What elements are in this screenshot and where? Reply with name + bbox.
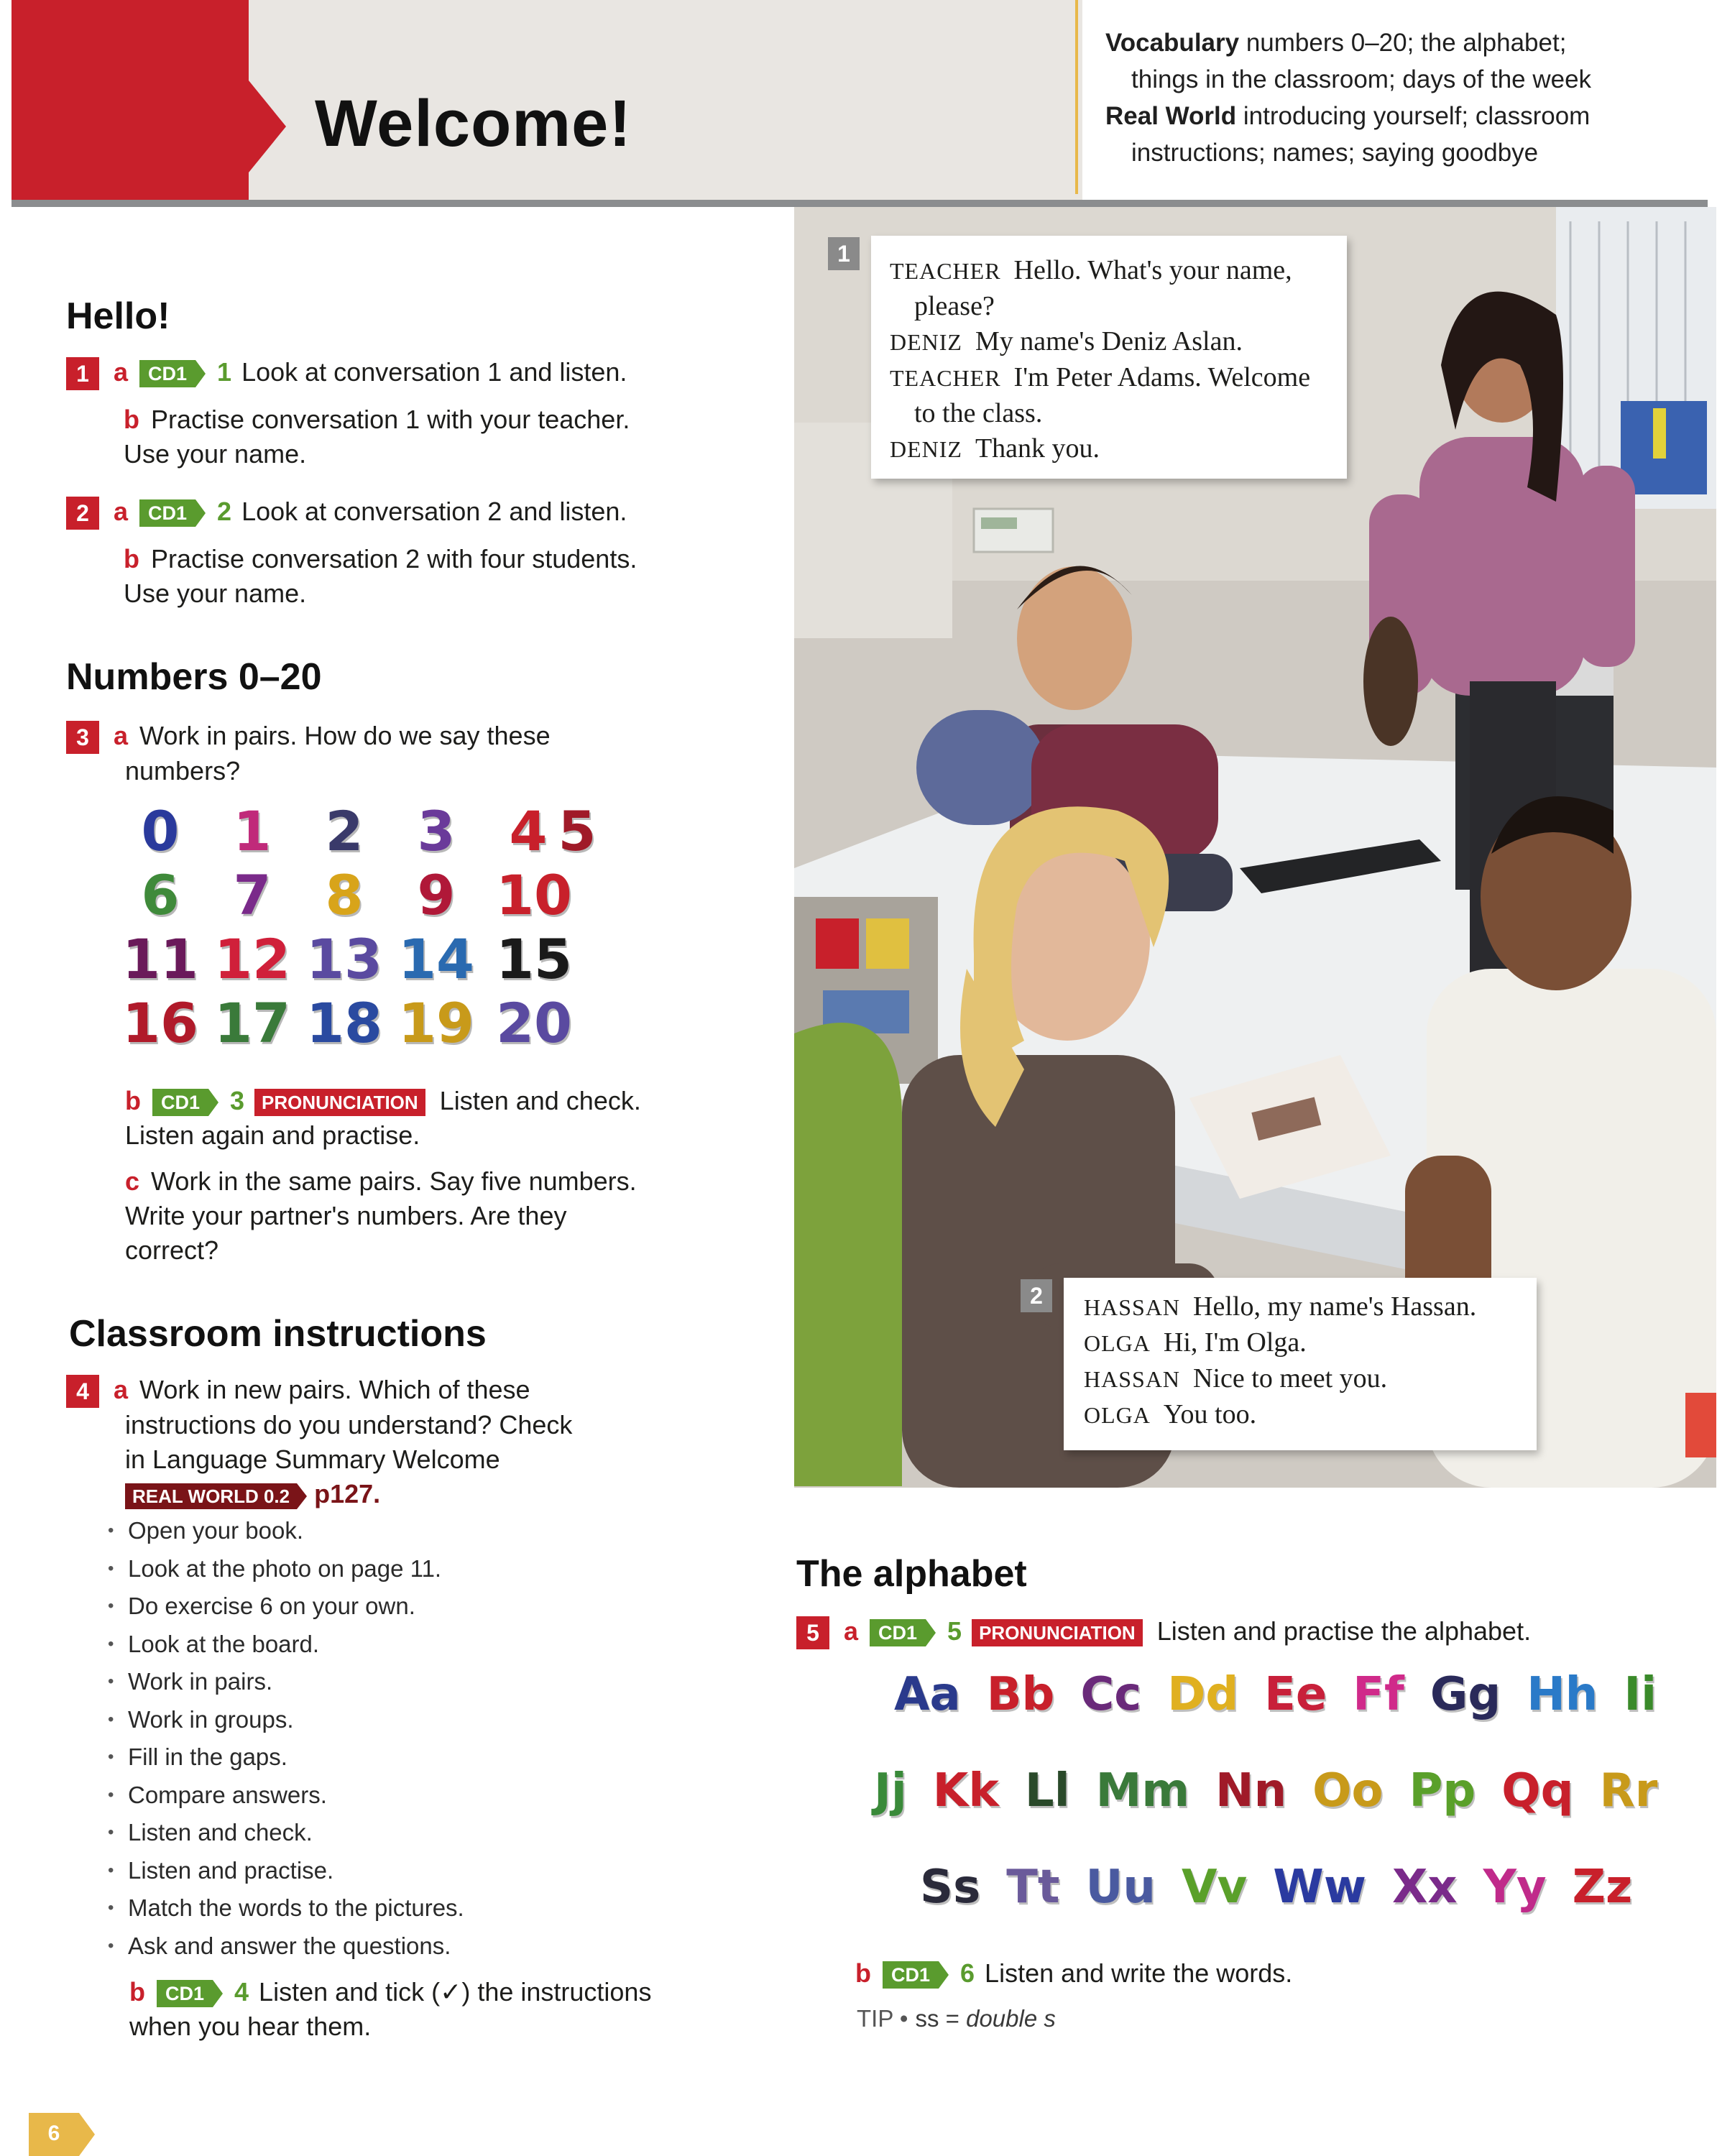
number-12: 12 [214,927,290,991]
number-4: 4 [509,799,548,863]
header-rule [11,200,1708,207]
section-heading-classroom: Classroom instructions [69,1313,487,1355]
number-16: 16 [122,991,198,1055]
letter-pair-w: Ww [1273,1861,1366,1914]
speaker-name: DENIZ [890,329,962,355]
letter-pair-j: Jj [874,1764,907,1818]
speaker-name: TEACHER [890,365,1001,391]
exercise-text-cont: Write your partner's numbers. Are they [125,1201,567,1230]
tip-label: TIP • [857,2005,908,2032]
exercise-letter: b [129,1977,145,2007]
number-14: 14 [398,927,474,991]
numbers-grid [121,799,624,1072]
tip-italic: double s [966,2005,1056,2032]
instruction-item: • Listen and practise. [108,1852,683,1890]
section-heading-numbers: Numbers 0–20 [66,656,322,698]
exercise-2b [124,542,637,611]
exercise-text-cont: in Language Summary Welcome [125,1445,500,1475]
exercise-text-cont: numbers? [125,756,241,786]
exercise-text-cont: when you hear them. [129,2012,372,2041]
letter-pair-g: Gg [1430,1668,1501,1721]
speech-text: Hi, I'm Olga. [1163,1327,1307,1358]
real-world-label: Real World [1105,102,1237,130]
vocabulary-line [1105,24,1695,61]
instruction-item: • Look at the photo on page 11. [108,1550,683,1588]
letter-pair-e: Ee [1264,1668,1327,1721]
exercise-text: Work in the same pairs. Say five numbers. [151,1166,637,1196]
number-7: 7 [233,863,272,927]
letter-pair-d: Dd [1167,1668,1239,1721]
speaker-name: OLGA [1084,1402,1151,1428]
speech-text: to the class. [914,398,1043,428]
dialogue-line [890,431,1328,467]
instruction-item: • Listen and check. [108,1814,683,1852]
conversation-2-badge: 2 [1021,1279,1052,1312]
letter-pair-z: Zz [1572,1861,1633,1914]
exercise-1a [66,355,627,390]
conversation-1-badge: 1 [828,237,860,270]
title-arrow-icon [249,80,286,172]
exercise-4b [129,1975,651,2044]
exercise-2a [66,494,627,530]
page-number: 6 [47,2122,60,2145]
number-8: 8 [325,863,364,927]
page-header [0,0,1717,204]
exercise-text: Listen and write the words. [985,1958,1293,1988]
number-17: 17 [214,991,290,1055]
letter-pair-p: Pp [1409,1764,1476,1818]
dialogue-line [1084,1289,1516,1325]
letter-pair-s: Ss [920,1861,981,1914]
exercise-number: 2 [66,497,99,530]
number-19: 19 [398,991,474,1055]
speaker-name: HASSAN [1084,1294,1181,1320]
exercise-number: 1 [66,357,99,390]
exercise-5b [855,1956,1292,1991]
track-number: 2 [217,497,232,526]
exercise-text: Practise conversation 1 with your teacher. [151,405,630,434]
cd-badge: CD1 [157,1980,213,2007]
speaker-name: DENIZ [890,436,962,462]
speech-text: My name's Deniz Aslan. [975,326,1243,356]
conversation-1-bubble [871,236,1347,479]
letter-pair-l: Ll [1024,1764,1070,1818]
exercise-text-cont: instructions do you understand? Check [125,1410,573,1440]
letter-pair-q: Qq [1501,1764,1574,1818]
alphabet-row-1 [894,1666,1683,1723]
exercise-letter: a [114,357,129,387]
letter-pair-i: Ii [1624,1668,1657,1721]
exercise-3c [125,1164,637,1268]
speech-text: please? [914,291,995,321]
exercise-number: 5 [796,1616,829,1649]
section-heading-hello: Hello! [66,295,170,337]
letter-pair-v: Vv [1181,1861,1248,1914]
exercise-letter: a [114,1375,129,1404]
dialogue-line [1084,1397,1516,1433]
letter-pair-t: Tt [1006,1861,1060,1914]
letter-pair-m: Mm [1095,1764,1189,1818]
exercise-3a [66,719,551,788]
number-10: 10 [496,863,572,927]
letter-pair-u: Uu [1085,1861,1156,1914]
track-number: 6 [960,1958,975,1988]
dialogue-line [890,289,1328,324]
exercise-letter: c [125,1166,140,1196]
instruction-item: • Match the words to the pictures. [108,1889,683,1927]
instruction-item: • Work in groups. [108,1701,683,1739]
exercise-letter: a [844,1616,859,1646]
cd-badge: CD1 [870,1619,926,1646]
conversation-2-bubble [1064,1278,1537,1450]
pronunciation-badge: PRONUNCIATION [972,1619,1143,1646]
letter-pair-a: Aa [894,1668,961,1721]
alphabet-row-3 [920,1858,1658,1916]
exercise-letter: a [114,721,129,750]
number-15: 15 [496,927,572,991]
section-heading-alphabet: The alphabet [796,1553,1027,1595]
track-number: 3 [230,1086,245,1115]
exercise-text-cont: correct? [125,1235,219,1265]
dialogue-line [890,396,1328,431]
exercise-letter: b [855,1958,871,1988]
speech-text: I'm Peter Adams. Welcome [1013,362,1311,392]
letter-pair-b: Bb [986,1668,1055,1721]
speech-text: Nice to meet you. [1193,1363,1388,1393]
page-tab-arrow-icon [79,2113,95,2156]
exercise-text: Listen and practise the alphabet. [1156,1616,1532,1646]
number-20: 20 [496,991,572,1055]
exercise-text: Look at conversation 2 and listen. [241,497,627,526]
exercise-text: Listen and tick (✓) the instructions [259,1977,652,2007]
exercise-3b [125,1084,641,1153]
dialogue-line [890,324,1328,360]
dialogue-line [1084,1361,1516,1397]
exercise-number: 4 [66,1375,99,1408]
exercise-text: Look at conversation 1 and listen. [241,357,627,387]
exercise-4a [66,1373,572,1511]
number-18: 18 [306,991,382,1055]
speaker-name: TEACHER [890,258,1001,284]
speech-text: Hello, my name's Hassan. [1193,1291,1477,1322]
letter-pair-h: Hh [1527,1668,1598,1721]
letter-pair-o: Oo [1312,1764,1384,1818]
tip-text: ss = [915,2005,959,2032]
track-number: 4 [234,1977,249,2007]
exercise-text: Practise conversation 2 with four students. [151,544,637,573]
exercise-number: 3 [66,721,99,754]
cd-badge: CD1 [139,360,195,387]
exercise-1b [124,402,630,471]
exercise-text: Work in pairs. How do we say these [139,721,551,750]
vocabulary-label: Vocabulary [1105,29,1240,57]
instruction-item: • Compare answers. [108,1777,683,1815]
tip [857,2005,1056,2032]
instruction-item: • Do exercise 6 on your own. [108,1588,683,1626]
speaker-name: HASSAN [1084,1366,1181,1392]
exercise-letter: b [124,544,139,573]
number-9: 9 [417,863,456,927]
number-5: 5 [558,799,597,863]
header-divider [1075,0,1078,194]
letter-pair-k: Kk [932,1764,999,1818]
exercise-letter: b [124,405,139,434]
instruction-item: • Open your book. [108,1512,683,1550]
letter-pair-y: Yy [1483,1861,1547,1914]
unit-color-block [11,0,249,200]
page-reference: p127. [314,1479,381,1509]
speech-text: Hello. What's your name, [1013,255,1292,285]
instruction-item: • Ask and answer the questions. [108,1927,683,1966]
real-world-text-1: introducing yourself; classroom [1243,102,1591,130]
exercise-text-cont: Listen again and practise. [125,1120,420,1150]
speech-text: Thank you. [975,433,1100,464]
number-2: 2 [325,799,364,863]
vocabulary-text-1: numbers 0–20; the alphabet; [1246,29,1567,57]
letter-pair-c: Cc [1080,1668,1142,1721]
cd-badge: CD1 [152,1089,208,1116]
number-1: 1 [233,799,272,863]
exercise-letter: b [125,1086,141,1115]
speech-text: You too. [1163,1399,1257,1429]
real-world-line [1105,98,1695,134]
letter-pair-x: Xx [1391,1861,1458,1914]
letter-pair-r: Rr [1599,1764,1658,1818]
exercise-text: Listen and check. [439,1086,641,1115]
exercise-text-cont: Use your name. [124,439,307,469]
page-title: Welcome! [315,87,632,160]
instructions-list [108,1512,683,1965]
letter-pair-f: Ff [1353,1668,1404,1721]
language-summary-badge: REAL WORLD 0.2 [125,1483,297,1509]
track-number: 1 [217,357,232,387]
real-world-text-2: instructions; names; saying goodbye [1131,139,1539,167]
instruction-item: • Fill in the gaps. [108,1738,683,1777]
dialogue-line [890,253,1328,289]
alphabet-row-2 [874,1762,1683,1820]
track-number: 5 [947,1616,962,1646]
exercise-text-cont: Use your name. [124,579,307,608]
cd-badge: CD1 [883,1961,939,1989]
instruction-item: • Work in pairs. [108,1663,683,1701]
pronunciation-badge: PRONUNCIATION [254,1089,425,1116]
exercise-5a [796,1614,1531,1649]
dialogue-line [1084,1325,1516,1361]
exercise-text: Work in new pairs. Which of these [139,1375,530,1404]
speaker-name: OLGA [1084,1330,1151,1356]
unit-summary [1105,24,1695,171]
letter-pair-n: Nn [1215,1764,1287,1818]
number-3: 3 [417,799,456,863]
cd-badge: CD1 [139,499,195,527]
instruction-item: • Look at the board. [108,1626,683,1664]
number-11: 11 [122,927,198,991]
dialogue-line [890,360,1328,396]
number-6: 6 [141,863,180,927]
number-13: 13 [306,927,382,991]
exercise-letter: a [114,497,129,526]
number-0: 0 [141,799,180,863]
vocabulary-text-2: things in the classroom; days of the week [1131,65,1592,93]
